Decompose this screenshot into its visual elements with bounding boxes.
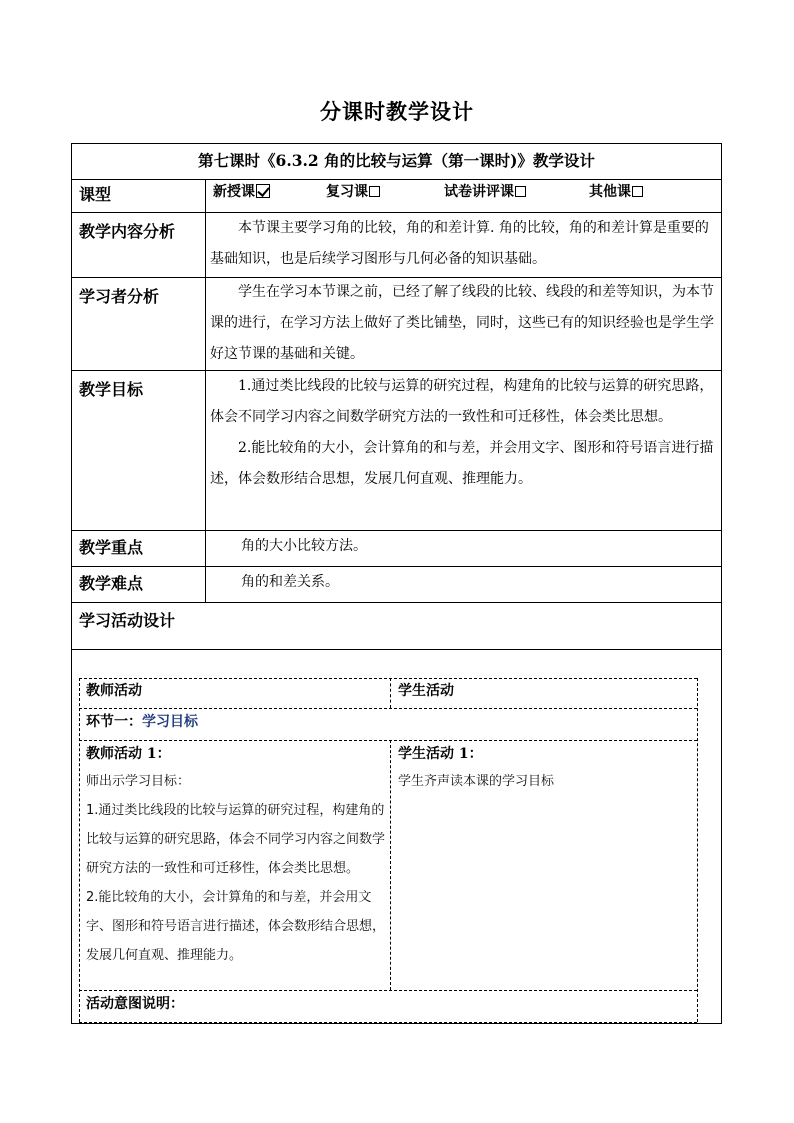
dashed-border xyxy=(79,740,697,741)
objective-item: 1.通过类比线段的比较与运算的研究过程，构建角的比较与运算的研究思路，体会不同学习内容之间数学研究方法的一致性和可迁移性，体会类比思想。 xyxy=(210,378,714,425)
lesson-title: 第七课时《6.3.2 角的比较与运算（第一课时)》教学设计 xyxy=(198,151,595,170)
option-label: 复习课 xyxy=(326,184,368,200)
course-type-option-review[interactable] xyxy=(326,181,380,201)
key-point-text: 角的大小比较方法。 xyxy=(241,538,367,554)
row-divider xyxy=(71,566,722,567)
course-type-option-other[interactable] xyxy=(589,181,643,201)
dashed-column-divider xyxy=(390,678,391,708)
student-activity-title: 学生活动 1： xyxy=(398,746,483,762)
student-activity-text: 学生齐声读本课的学习目标 xyxy=(398,774,555,789)
content-analysis-text: 本节课主要学习角的比较，角的和差计算. 角的比较，角的和差计算是重要的基础知识，也是后续学习图形与几何必备的知识基础。 xyxy=(210,220,709,267)
dashed-border xyxy=(79,708,697,709)
dashed-border xyxy=(79,678,697,679)
column-divider xyxy=(205,179,206,602)
option-label: 试卷讲评课 xyxy=(444,184,514,200)
checkbox-icon[interactable] xyxy=(632,186,643,197)
option-label: 新授课 xyxy=(213,184,255,200)
objectives-text xyxy=(210,371,718,495)
key-point-label: 教学重点 xyxy=(79,538,144,557)
dashed-border xyxy=(79,990,697,991)
row-divider xyxy=(71,649,722,650)
course-type-option-exam-review[interactable] xyxy=(444,181,526,201)
content-analysis-label: 教学内容分析 xyxy=(79,222,176,241)
course-type-label: 课型 xyxy=(79,185,112,204)
dashed-column-divider xyxy=(390,740,391,990)
row-divider xyxy=(71,179,722,180)
stage-name: 学习目标 xyxy=(142,714,198,730)
course-type-option-new[interactable] xyxy=(213,181,270,201)
checked-checkbox-icon[interactable] xyxy=(256,184,270,198)
teacher-activity-line: 1.通过类比线段的比较与运算的研究过程，构建角的比较与运算的研究思路，体会不同学习内容之间数学研究方法的一致性和可迁移性，体会类比思想。 xyxy=(86,803,386,876)
checkbox-icon[interactable] xyxy=(369,186,380,197)
option-label: 其他课 xyxy=(589,184,631,200)
row-divider xyxy=(71,530,722,531)
objectives-label: 教学目标 xyxy=(79,380,144,399)
activity-design-label: 学习活动设计 xyxy=(79,611,176,630)
activity-intent-label: 活动意图说明： xyxy=(86,996,184,1012)
objective-item: 2.能比较角的大小，会计算角的和与差，并会用文字、图形和符号语言进行描述，体会数形结合思想，发展几何直观、推理能力。 xyxy=(210,440,714,487)
learner-analysis-text: 学生在学习本节课之前，已经了解了线段的比较、线段的和差等知识，为本节课的进行，在学习方法上做好了类比铺垫，同时，这些已有的知识经验也是学生学好这节课的基础和关键。 xyxy=(210,284,714,362)
difficulty-label: 教学难点 xyxy=(79,574,144,593)
teacher-activity-line: 2.能比较角的大小，会计算角的和与差，并会用文字、图形和符号语言进行描述，体会数形结合思想，发展几何直观、推理能力。 xyxy=(86,890,386,963)
teacher-activity-header: 教师活动 xyxy=(86,683,142,699)
dashed-border xyxy=(79,1022,697,1023)
checkbox-icon[interactable] xyxy=(515,186,526,197)
row-divider xyxy=(71,602,722,603)
learner-analysis-label: 学习者分析 xyxy=(79,287,160,306)
student-activity-header: 学生活动 xyxy=(398,683,454,699)
dashed-border xyxy=(79,678,80,1022)
teacher-activity-line: 师出示学习目标： xyxy=(86,774,191,789)
teacher-activity-title: 教师活动 1： xyxy=(86,746,171,762)
difficulty-text: 角的和差关系。 xyxy=(241,574,339,590)
teacher-activity-content xyxy=(86,767,386,970)
stage-heading xyxy=(86,711,198,731)
document-title: 分课时教学设计 xyxy=(320,99,474,124)
stage-prefix: 环节一： xyxy=(86,714,142,730)
dashed-border xyxy=(697,678,698,1022)
